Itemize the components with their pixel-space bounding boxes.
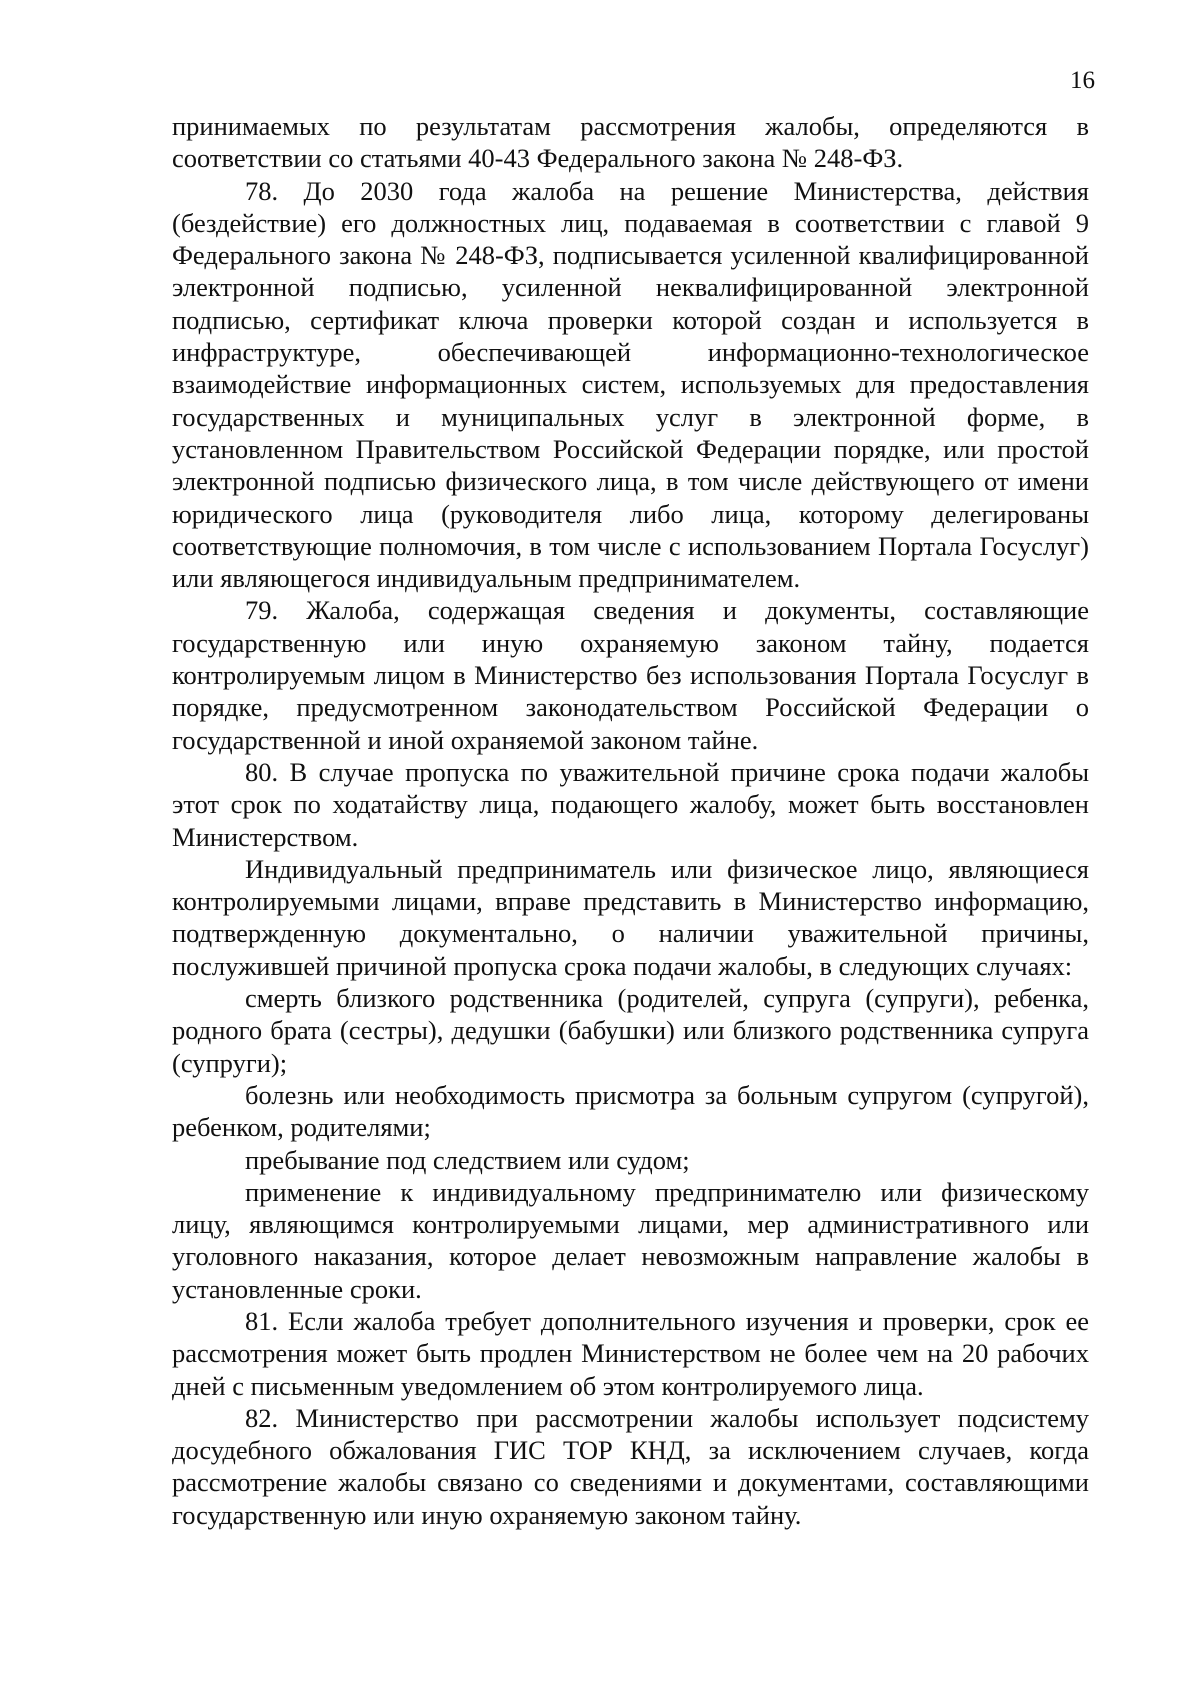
case-punishment: применение к индивидуальному предпринимателю или физическому лицу, являющимся контролируемыми лицами, мер административного или уголовного наказания, которое делает невозможным направление жалобы в установленные сроки. xyxy=(172,1176,1089,1304)
paragraph-continuation: принимаемых по результатам рассмотрения жалобы, определяются в соответствии со статьями 40-43 Федерального закона № 248-ФЗ. xyxy=(172,111,1089,174)
paragraph-81: 81. Если жалоба требует дополнительного изучения и проверки, срок ее рассмотрения может быть продлен Министерством не более чем на 20 рабочих дней с письменным уведомлением об этом контролируемого лица. xyxy=(172,1305,1089,1401)
paragraph-82: 82. Министерство при рассмотрении жалобы использует подсистему досудебного обжалования ГИС ТОР КНД, за исключением случаев, когда рассмотрение жалобы связано со сведениями и документами, составляющими государственную или иную охраняемую законом тайну. xyxy=(172,1402,1089,1530)
paragraph-80: 80. В случае пропуска по уважительной причине срока подачи жалобы этот срок по ходатайству лица, подающего жалобу, может быть восстановлен Министерством. xyxy=(172,756,1089,852)
case-death-of-relative: смерть близкого родственника (родителей, супруга (супруги), ребенка, родного брата (сестры), дедушки (бабушки) или близкого родственника супруга (супруги); xyxy=(172,983,1089,1078)
paragraph-78: 78. До 2030 года жалоба на решение Министерства, действия (бездействие) его должностных лиц, подаваемая в соответствии с главой 9 Федерального закона № 248-ФЗ, подписывается усиленной квалифицированной электронной подписью, усиленной неквалифицированной электронной подписью, сертификат ключа проверки которой создан и используется в инфраструктуре, обеспечивающей информационно-технологическое взаимодействие информационных систем, используемых для предоставления государственных и муниципальных услуг в электронной форме, в установленном Правительством Российской Федерации порядке, или простой электронной подписью физического лица, в том числе действующего от имени юридического лица (руководителя либо лица, которому делегированы соответствующие полномочия, в том числе с использованием Портала Госуслуг) или являющегося индивидуальным предпринимателем. xyxy=(172,175,1089,594)
paragraph-79: 79. Жалоба, содержащая сведения и документы, составляющие государственную или иную охраняемую законом тайну, подается контролируемым лицом в Министерство без использования Портала Госуслуг в порядке, предусмотренном законодательством Российской Федерации о государственной и иной охраняемой законом тайне. xyxy=(172,595,1089,755)
case-investigation-or-trial: пребывание под следствием или судом; xyxy=(245,1144,690,1175)
document-body xyxy=(172,110,1089,1531)
paragraph-80-cases-intro: Индивидуальный предприниматель или физическое лицо, являющиеся контролируемыми лицами, вправе представить в Министерство информацию, подтвержденную документально, о наличии уважительной причины, послужившей причиной пропуска срока подачи жалобы, в следующих случаях: xyxy=(172,853,1089,981)
page-number: 16 xyxy=(1070,67,1095,94)
case-illness-or-care: болезнь или необходимость присмотра за больным супругом (супругой), ребенком, родителями; xyxy=(172,1079,1089,1143)
